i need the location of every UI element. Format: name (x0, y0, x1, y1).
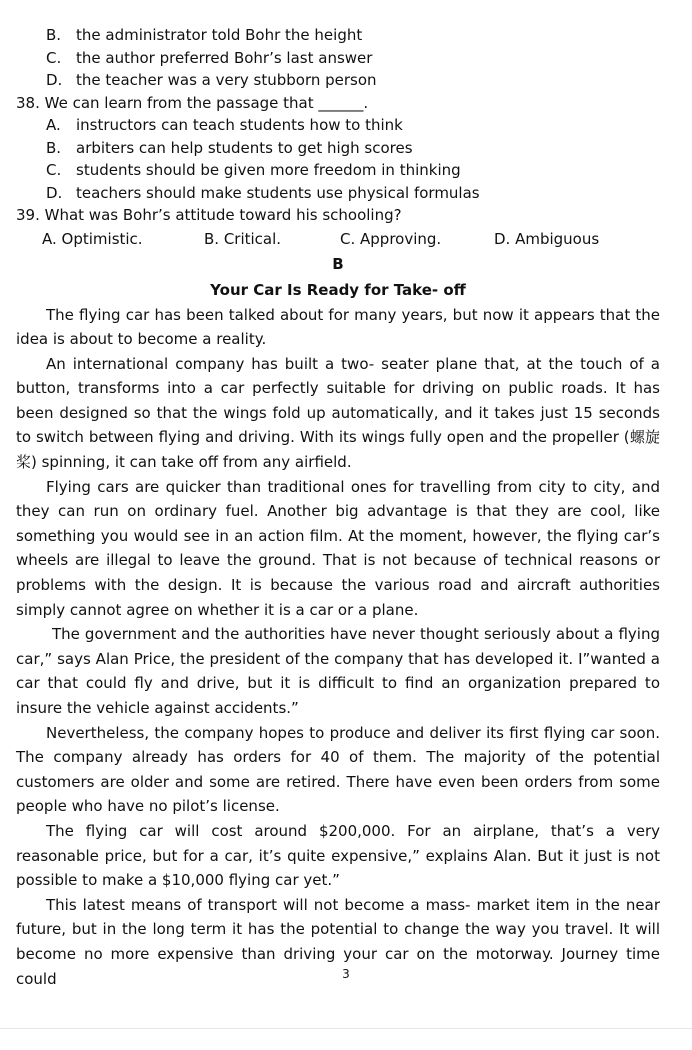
page-bottom-rule (0, 1028, 692, 1029)
q39-options (16, 227, 660, 251)
q39-stem: 39. What was Bohr’s attitude toward his schooling? (16, 206, 402, 224)
document-page (16, 24, 660, 991)
paragraph: Flying cars are quicker than traditional ones for travelling from city to city, and they can run on ordinary fuel. Another big advantage is that they are cool, like something you would see in an action film. At the moment, however, the flying car’s wheels are illegal to leave the ground. That is not because of technical reasons or problems with the design. It is because the various road and aircraft authorities simply cannot agree on whether it is a car or a plane. (16, 477, 660, 619)
q37-option-d: D. the teacher was a very stubborn person (46, 71, 377, 89)
page-number: 3 (342, 967, 350, 981)
passage-body (16, 303, 660, 992)
paragraph: This latest means of transport will not become a mass- market item in the near future, but in the long term it has the potential to change the way you travel. It will become no more expensive than driving your car on the motorway. Journey time could (16, 895, 660, 988)
q39-option-c: C. Approving. (340, 229, 442, 248)
q38-option-a: A. instructors can teach students how to think (46, 116, 403, 134)
passage-title: Your Car Is Ready for Take- off (210, 280, 466, 299)
q38-stem: 38. We can learn from the passage that ______. (16, 93, 369, 112)
paragraph: Nevertheless, the company hopes to produce and deliver its first flying car soon. The company already has orders for 40 of them. The majority of the potential customers are older and some are retired. There have even been orders from some people who have no pilot’s license. (16, 723, 660, 816)
q39-option-d: D. Ambiguous (494, 229, 600, 248)
q39-option-b: B. Critical. (204, 229, 282, 248)
q37-option-b: B. the administrator told Bohr the height (46, 26, 363, 44)
q39-option-a: A. Optimistic. (42, 229, 143, 248)
paragraph: The flying car has been talked about for many years, but now it appears that the idea is about to become a reality. (16, 305, 660, 349)
q38-options (16, 114, 660, 204)
q38-option-d: D. teachers should make students use physical formulas (46, 183, 480, 202)
section-label: B (332, 254, 344, 273)
paragraph: The government and the authorities have never thought seriously about a flying car,” says Alan Price, the president of the company that has developed it. I”wanted a car that could fly and drive, but it is difficult to find an organization prepared to insure the vehicle against accidents.” (16, 625, 660, 717)
q38-option-b: B. arbiters can help students to get high scores (46, 138, 413, 157)
q37-options (16, 24, 660, 92)
paragraph: An international company has built a two- seater plane that, at the touch of a button, transforms into a car perfectly suitable for driving on public roads. It has been designed so that the wings fold up automatically, and it takes just 15 seconds to switch between flying and driving. With its wings fully open and the propeller (螺旋桨) spinning, it can take off from any airfield. (16, 354, 660, 472)
q38-option-c: C. students should be given more freedom in thinking (46, 161, 461, 179)
paragraph: The flying car will cost around $200,000. For an airplane, that’s a very reasonable price, but for a car, it’s quite expensive,” explains Alan. But it just is not possible to make a $10,000 flying car yet.” (16, 821, 660, 890)
q37-option-c: C. the author preferred Bohr’s last answer (46, 48, 373, 67)
